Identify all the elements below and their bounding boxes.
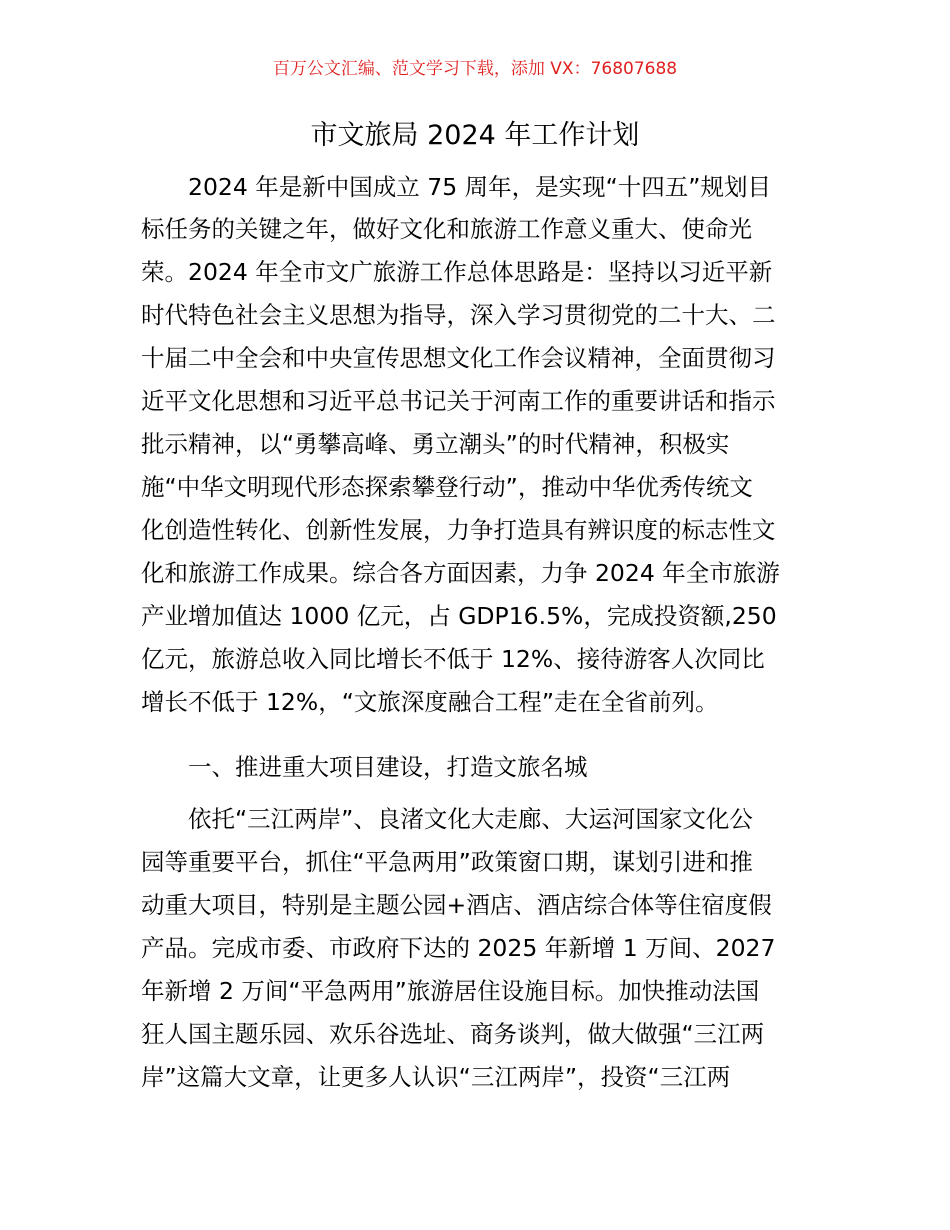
paragraph-line: 狂人国主题乐园、欢乐谷选址、商务谈判，做大做强“三江两 — [141, 1020, 765, 1048]
paragraph-line: 施“中华文明现代形态探索攀登行动”，推动中华优秀传统文 — [141, 473, 753, 501]
paragraph-line: 产业增加值达 1000 亿元，占 GDP16.5%，完成投资额,250 — [141, 602, 777, 630]
paragraph-line: 依托“三江两岸”、良渚文化大走廊、大运河国家文化公 — [188, 805, 753, 833]
paragraph-line: 近平文化思想和习近平总书记关于河南工作的重要讲话和指示 — [141, 387, 776, 415]
paragraph-line: 岸”这篇大文章，让更多人认识“三江两岸”，投资“三江两 — [141, 1063, 731, 1091]
paragraph-line: 化创造性转化、创新性发展，力争打造具有辨识度的标志性文 — [141, 516, 776, 544]
paragraph-line: 化和旅游工作成果。综合各方面因素，力争 2024 年全市旅游 — [141, 559, 780, 587]
section-heading: 一、推进重大项目建设，打造文旅名城 — [188, 753, 588, 781]
paragraph-line: 2024 年是新中国成立 75 周年，是实现“十四五”规划目 — [188, 173, 771, 201]
page-title: 市文旅局 2024 年工作计划 — [310, 120, 640, 151]
paragraph-line: 年新增 2 万间“平急两用”旅游居住设施目标。加快推动法国 — [141, 977, 760, 1005]
paragraph-line: 时代特色社会主义思想为指导，深入学习贯彻党的二十大、二 — [141, 301, 776, 329]
paragraph-line: 十届二中全会和中央宣传思想文化工作会议精神，全面贯彻习 — [141, 344, 776, 372]
header-note: 百万公文汇编、范文学习下载，添加 VX：76807688 — [272, 59, 678, 79]
paragraph-line: 批示精神，以“勇攀高峰、勇立潮头”的时代精神，积极实 — [141, 430, 730, 458]
paragraph-line: 荣。2024 年全市文广旅游工作总体思路是：坚持以习近平新 — [141, 258, 773, 286]
paragraph-line: 园等重要平台，抓住“平急两用”政策窗口期，谋划引进和推 — [141, 848, 753, 876]
paragraph-line: 产品。完成市委、市政府下达的 2025 年新增 1 万间、2027 — [141, 934, 776, 962]
paragraph-line: 亿元，旅游总收入同比增长不低于 12%、接待游客人次同比 — [141, 645, 765, 673]
paragraph-line: 标任务的关键之年，做好文化和旅游工作意义重大、使命光 — [141, 215, 752, 243]
paragraph-line: 动重大项目，特别是主题公园+酒店、酒店综合体等住宿度假 — [141, 891, 772, 919]
paragraph-line: 增长不低于 12%，“文旅深度融合工程”走在全省前列。 — [141, 688, 719, 716]
